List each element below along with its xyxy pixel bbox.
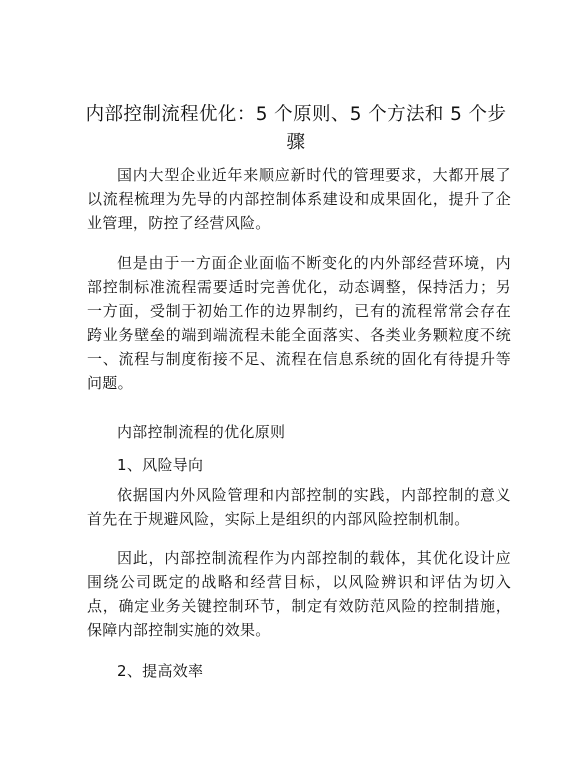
risk-orientation-detail-paragraph: 因此，内部控制流程作为内部控制的载体，其优化设计应围绕公司既定的战略和经营目标，以风险辨识和评估为切入点，确定业务关键控制环节，制定有效防范风险的控制措施，保障内部控制实施的效果。 [87,549,511,639]
principle-2-heading: 2、提高效率 [117,662,204,680]
intro-paragraph: 国内大型企业近年来顺应新时代的管理要求，大都开展了以流程梳理为先导的内部控制体系建设和成果固化，提升了企业管理，防控了经营风险。 [87,166,511,232]
problem-paragraph: 但是由于一方面企业面临不断变化的内外部经营环境，内部控制标准流程需要适时完善优化，动态调整，保持活力；另一方面，受制于初始工作的边界制约，已有的流程常常会存在跨业务壁垒的端到端流程未能全面落实、各类业务颗粒度不统一、流程与制度衔接不足、流程在信息系统的固化有待提升等问题。 [87,254,511,392]
document-title: 内部控制流程优化：5 个原则、5 个方法和 5 个步骤 [85,104,507,153]
section-heading-principles: 内部控制流程的优化原则 [117,423,286,441]
principle-1-heading: 1、风险导向 [117,456,204,474]
risk-orientation-paragraph: 依据国内外风险管理和内部控制的实践，内部控制的意义首先在于规避风险，实际上是组织的内部风险控制机制。 [87,486,511,528]
